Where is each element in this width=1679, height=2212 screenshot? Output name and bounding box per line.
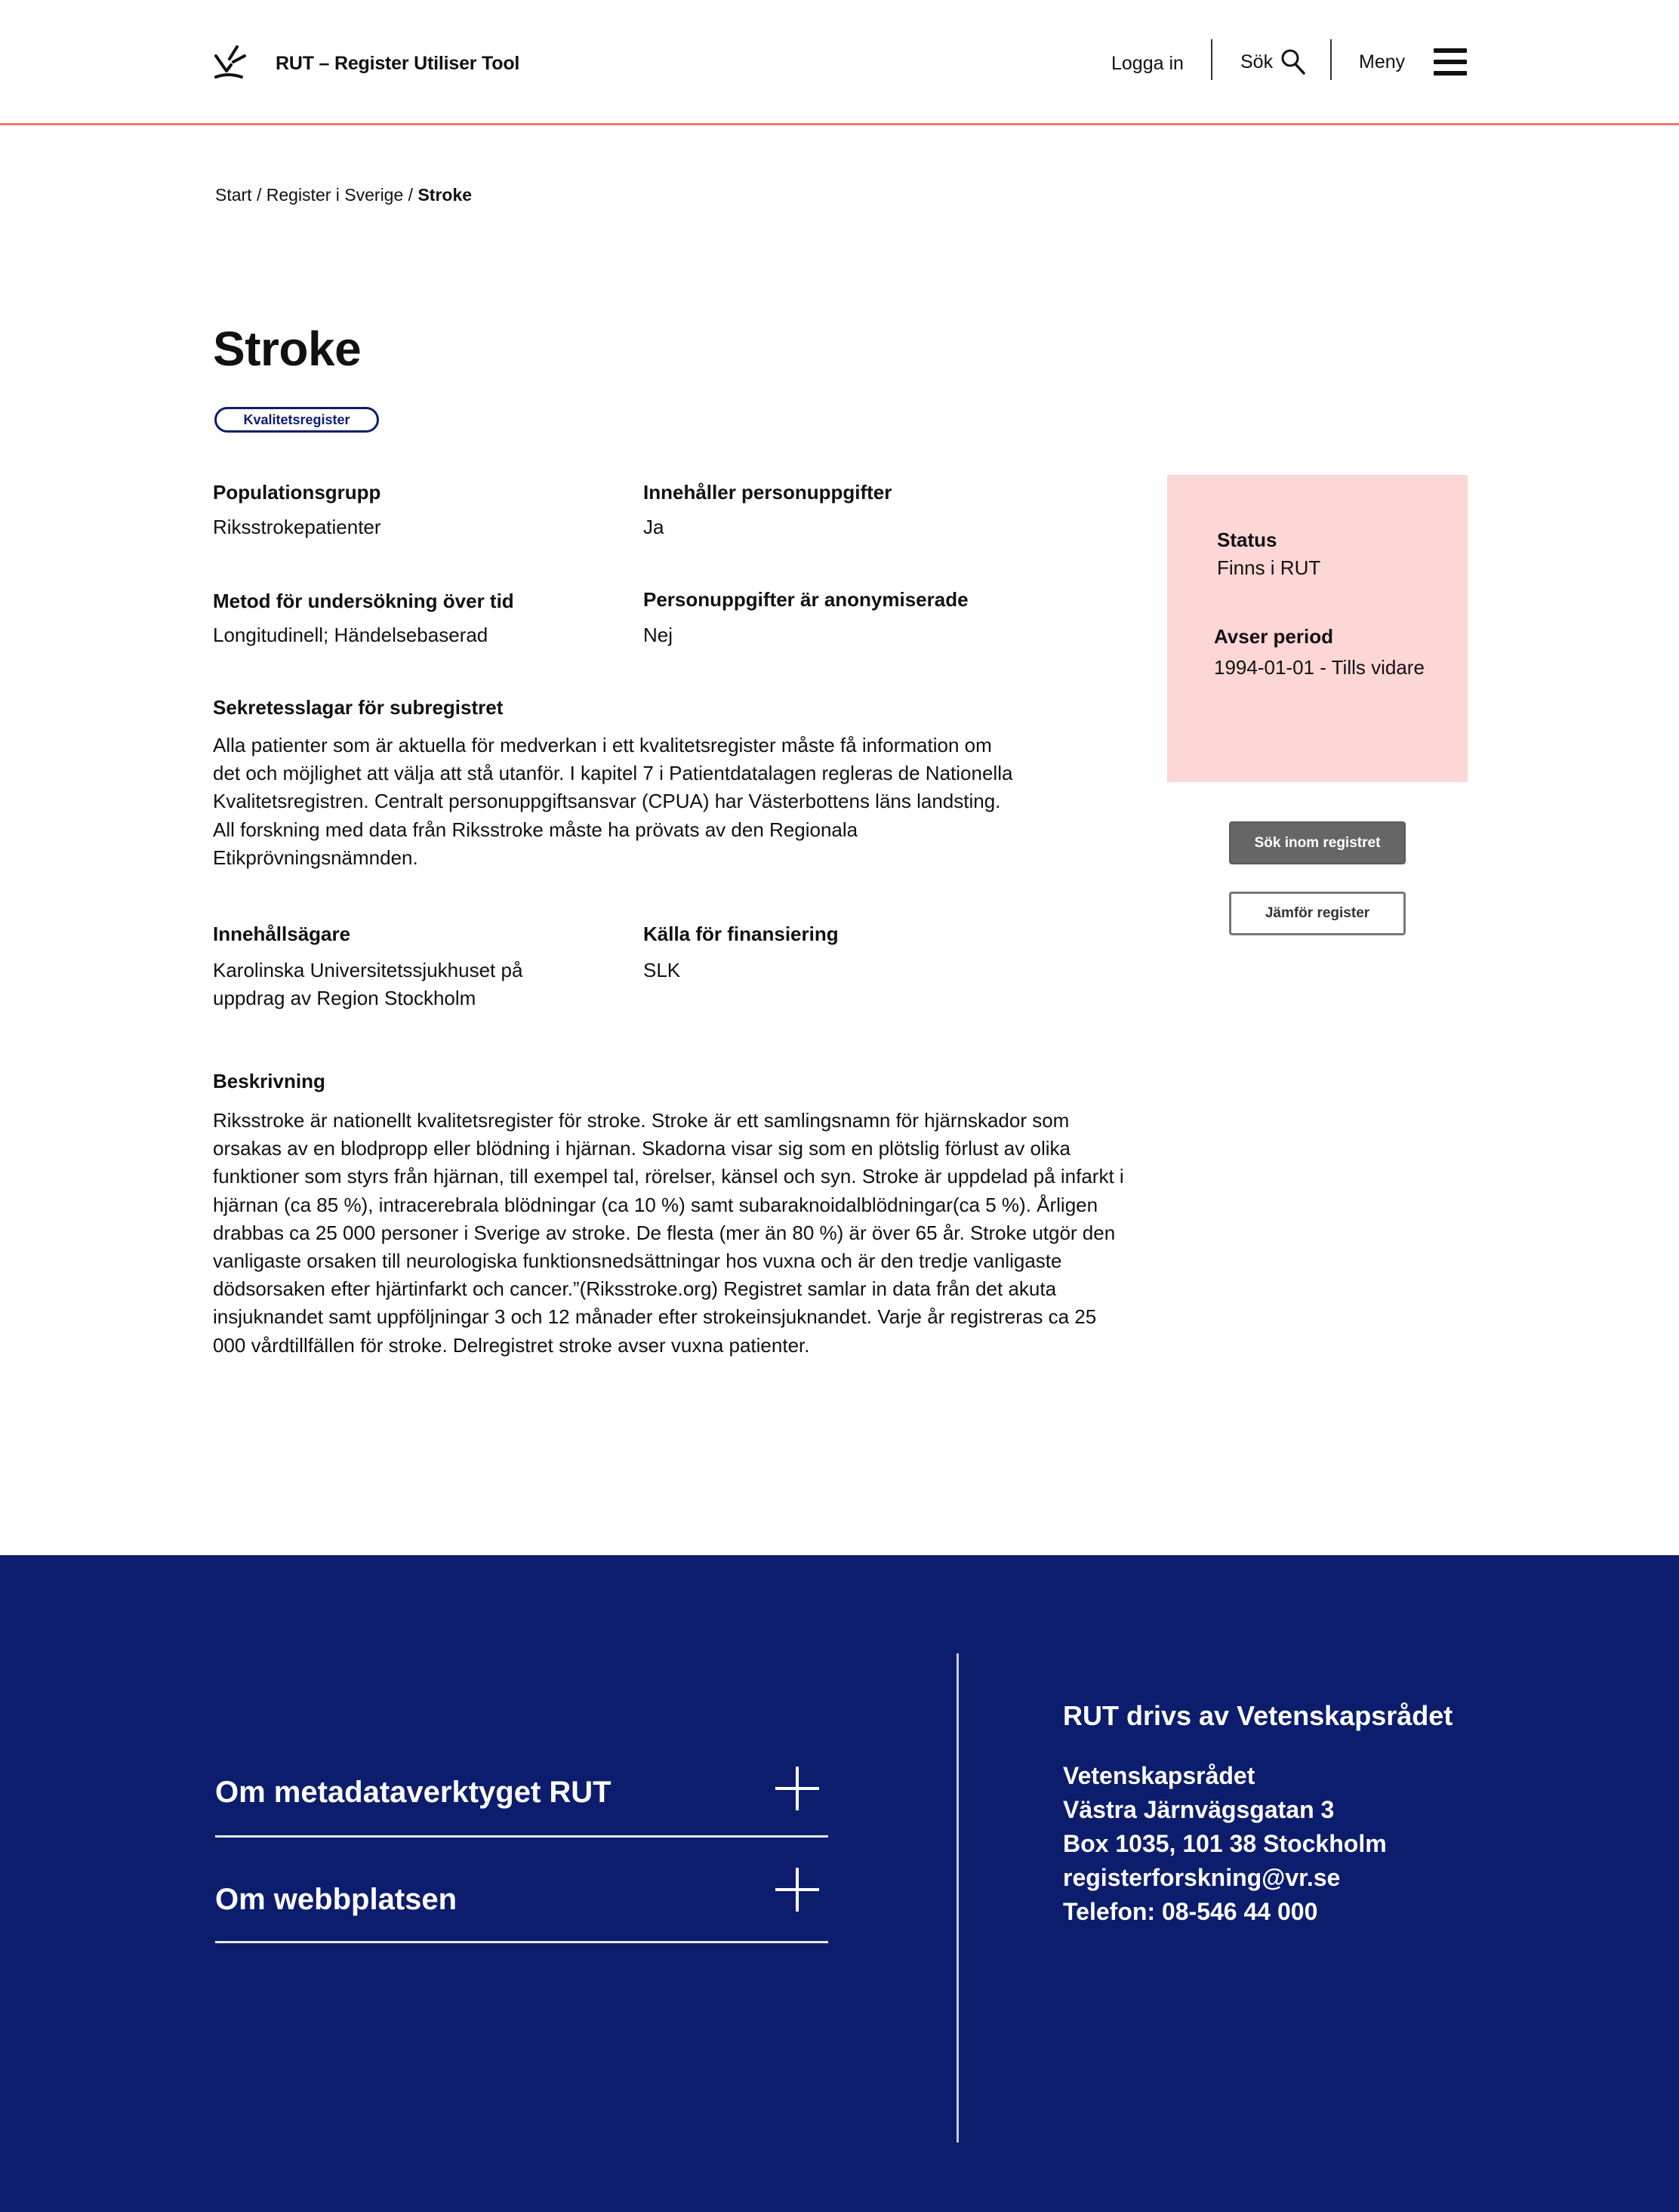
menu-button[interactable] xyxy=(1359,47,1467,77)
nav-divider xyxy=(1330,39,1332,80)
search-button[interactable] xyxy=(1240,47,1306,77)
secrecy-line: Etikprövningsnämnden. xyxy=(213,846,418,869)
funding-value: SLK xyxy=(643,959,681,981)
population-value: Riksstrokepatienter xyxy=(213,516,381,538)
secrecy-line: All forskning med data från Riksstroke måste ha prövats av den Regionala xyxy=(213,818,858,841)
owner-line: Karolinska Universitetssjukhuset på xyxy=(213,959,523,981)
contact-phone[interactable]: Telefon: 08-546 44 000 xyxy=(1063,1898,1318,1925)
description-line: dödsorsaken efter hjärtinfarkt och cancer.”(Riksstroke.org) Registret samlar in data från det akuta xyxy=(213,1277,1057,1301)
secrecy-line: det och möjlighet att välja att stå utanför. I kapitel 7 i Patientdatalagen regleras de Nationella xyxy=(213,762,1013,785)
menu-label: Meny xyxy=(1359,51,1406,72)
description-line: hjärnan (ca 85 %), intracerebrala blödningar (ca 10 %) samt subaraknoidalblödningar(ca 5 %). Årligen xyxy=(213,1193,1098,1216)
description-text xyxy=(213,1107,1124,1360)
accordion-title: Om webbplatsen xyxy=(215,1883,457,1916)
contact-org: Vetenskapsrådet xyxy=(1063,1762,1255,1789)
description-line: 000 vårdtillfällen för stroke. Delregistret stroke avser vuxna patienter. xyxy=(213,1333,810,1357)
description-line: funktioner som styrs från hjärnan, till exempel tal, rörelser, känsel och syn. Stroke är uppdelad på infarkt i xyxy=(213,1165,1124,1188)
owner-label: Innehållsägare xyxy=(213,923,351,945)
plus-icon[interactable] xyxy=(775,1767,819,1810)
register-type-badge: Kvalitetsregister xyxy=(214,407,379,433)
compare-register-button[interactable]: Jämför register xyxy=(1229,892,1406,935)
personal-data-value: Ja xyxy=(643,516,664,538)
logo-icon[interactable] xyxy=(213,44,248,82)
status-label: Status xyxy=(1217,528,1277,551)
method-label: Metod för undersökning över tid xyxy=(213,590,514,612)
personal-data-label: Innehåller personuppgifter xyxy=(643,481,892,504)
description-label: Beskrivning xyxy=(213,1070,325,1092)
secrecy-text xyxy=(213,732,1012,872)
contact-street: Västra Järnvägsgatan 3 xyxy=(1063,1796,1335,1823)
accordion-title: Om metadataverktyget RUT xyxy=(215,1776,612,1809)
owner-value xyxy=(213,957,522,1012)
period-value: 1994-01-01 - Tills vidare xyxy=(1214,656,1425,679)
description-line: orsakas av en blodpropp eller blödning i hjärnan. Skadorna visar sig som en plötslig förlust av olika xyxy=(213,1137,1071,1160)
anonymized-label: Personuppgifter är anonymiserade xyxy=(643,588,969,611)
contact-email[interactable]: registerforskning@vr.se xyxy=(1063,1864,1341,1891)
footer-divider xyxy=(957,1653,959,2143)
footer-heading: RUT drivs av Vetenskapsrådet xyxy=(1063,1700,1453,1731)
anonymized-value: Nej xyxy=(643,624,673,646)
method-value: Longitudinell; Händelsebaserad xyxy=(213,624,488,646)
status-value: Finns i RUT xyxy=(1217,556,1321,579)
plus-icon[interactable] xyxy=(775,1868,819,1912)
population-label: Populationsgrupp xyxy=(213,481,381,504)
description-line: Riksstroke är nationellt kvalitetsregister för stroke. Stroke är ett samlingsnamn för hjärnskador som xyxy=(213,1109,1070,1132)
breadcrumb-registers[interactable]: Register i Sverige xyxy=(266,185,404,205)
site-header xyxy=(0,0,1679,125)
page-title: Stroke xyxy=(213,322,362,376)
funding-label: Källa för finansiering xyxy=(643,923,839,945)
breadcrumb-current: Stroke xyxy=(417,185,473,205)
search-label: Sök xyxy=(1240,51,1274,72)
login-link[interactable]: Logga in xyxy=(1111,53,1184,74)
breadcrumb-separator: / xyxy=(403,185,418,205)
status-box xyxy=(1167,475,1468,782)
description-line: vanligaste orsaken till neurologiska funktionsnedsättningar hos vuxna och är den tredje vanligaste xyxy=(213,1249,1062,1273)
breadcrumb-separator: / xyxy=(251,185,266,205)
site-footer xyxy=(0,1555,1679,2212)
description-line: drabbas ca 25 000 personer i Sverige av stroke. De flesta (mer än 80 %) är över 65 år. Stroke utgör den xyxy=(213,1221,1116,1244)
contact-info xyxy=(1063,1759,1387,1929)
contact-postal: Box 1035, 101 38 Stockholm xyxy=(1063,1830,1387,1857)
secrecy-line: Alla patienter som är aktuella för medverkan i ett kvalitetsregister måste få information om xyxy=(213,734,992,756)
breadcrumb xyxy=(215,185,472,205)
description-line: insjuknandet samt uppföljningar 3 och 12 månader efter strokeinsjuknandet. Varje år registreras ca 25 xyxy=(213,1305,1097,1329)
search-icon xyxy=(1280,48,1306,75)
brand-title[interactable]: RUT – Register Utiliser Tool xyxy=(276,53,520,74)
nav-divider xyxy=(1211,39,1212,80)
secrecy-line: Kvalitetsregistren. Centralt personuppgiftsansvar (CPUA) har Västerbottens läns landsting. xyxy=(213,790,1001,813)
accordion-item-about-rut[interactable] xyxy=(215,1714,828,1838)
search-in-register-button[interactable]: Sök inom registret xyxy=(1229,821,1406,864)
owner-line: uppdrag av Region Stockholm xyxy=(213,987,476,1010)
period-label: Avser period xyxy=(1214,625,1333,648)
accordion-item-about-site[interactable] xyxy=(215,1838,828,1943)
secrecy-label: Sekretesslagar för subregistret xyxy=(213,696,504,719)
hamburger-icon xyxy=(1434,48,1467,75)
breadcrumb-start[interactable]: Start xyxy=(215,185,252,205)
